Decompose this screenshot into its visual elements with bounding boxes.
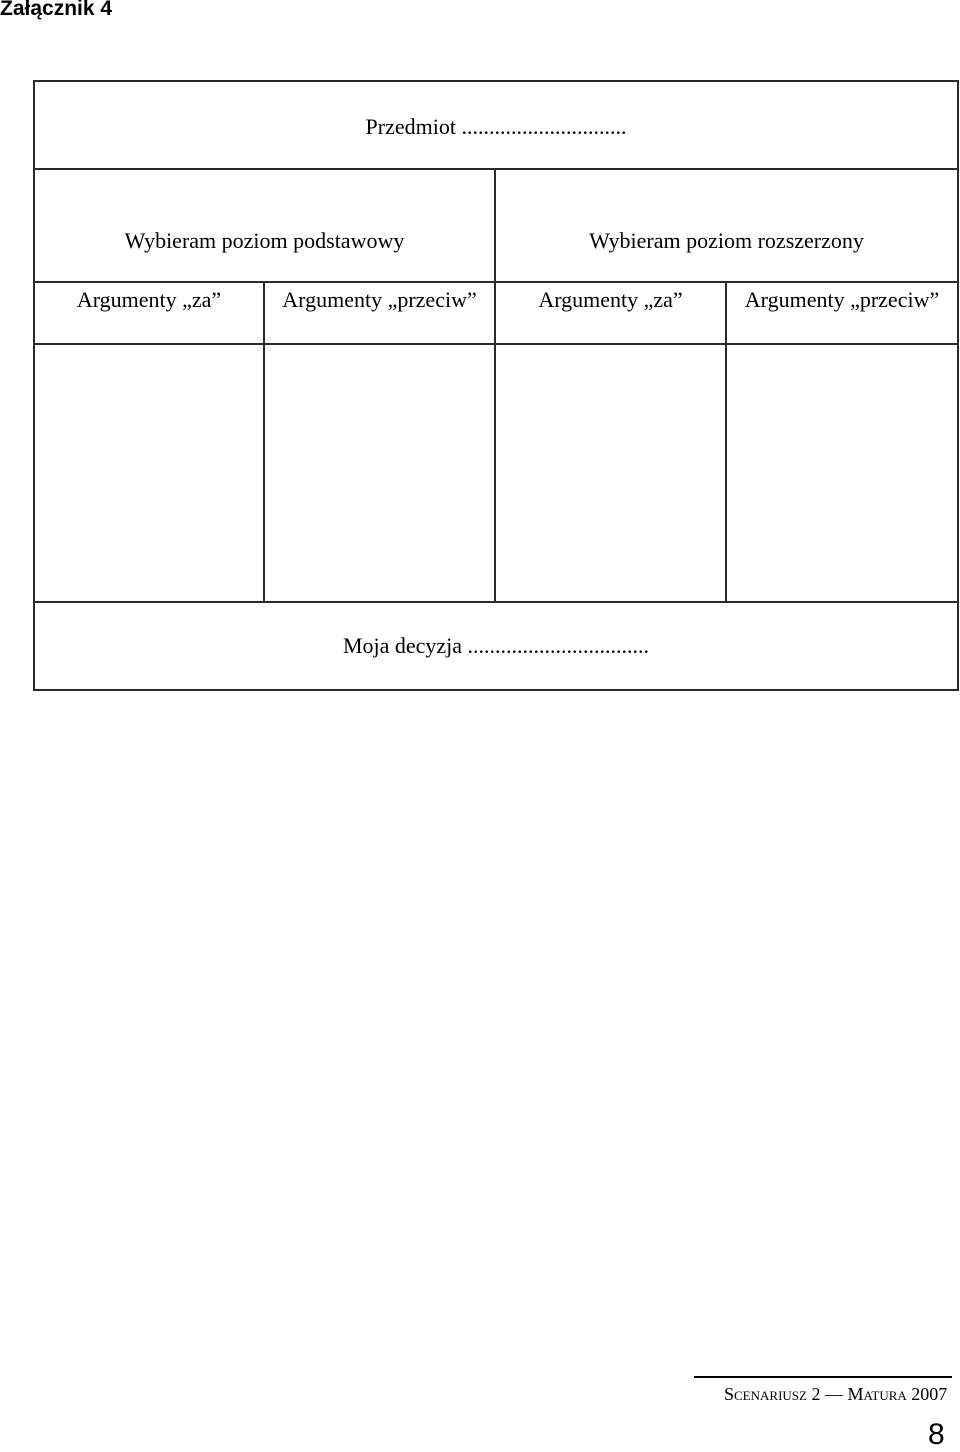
arguments-entry-row (34, 344, 958, 602)
decision-cell[interactable] (34, 602, 958, 690)
arguments-header-row (34, 282, 958, 344)
decision-label: Moja decyzja ................................. (342, 633, 650, 658)
attachment-heading: Załącznik 4 (0, 0, 113, 20)
extended-level-cell (495, 169, 958, 282)
level-row (34, 169, 958, 282)
extended-level-label: Wybieram poziom rozszerzony (589, 228, 864, 253)
choice-table (33, 80, 959, 691)
extended-for-header: Argumenty „za” (495, 282, 726, 344)
extended-for-entry[interactable] (495, 344, 726, 602)
footer-scenario: Scenariusz 2 — Matura 2007 (724, 1384, 948, 1404)
basic-for-header: Argumenty „za” (34, 282, 264, 344)
basic-level-label: Wybieram poziom podstawowy (124, 228, 405, 253)
basic-against-header: Argumenty „przeciw” (264, 282, 495, 344)
basic-level-cell (34, 169, 495, 282)
page-number: 8 (928, 1418, 945, 1451)
basic-for-entry[interactable] (34, 344, 264, 602)
footer-rule (694, 1376, 952, 1378)
extended-against-entry[interactable] (726, 344, 958, 602)
subject-label: Przedmiot .............................. (365, 114, 627, 139)
decision-row (34, 602, 958, 690)
basic-against-entry[interactable] (264, 344, 495, 602)
subject-cell[interactable] (34, 81, 958, 169)
subject-row (34, 81, 958, 169)
extended-against-header: Argumenty „przeciw” (726, 282, 958, 344)
